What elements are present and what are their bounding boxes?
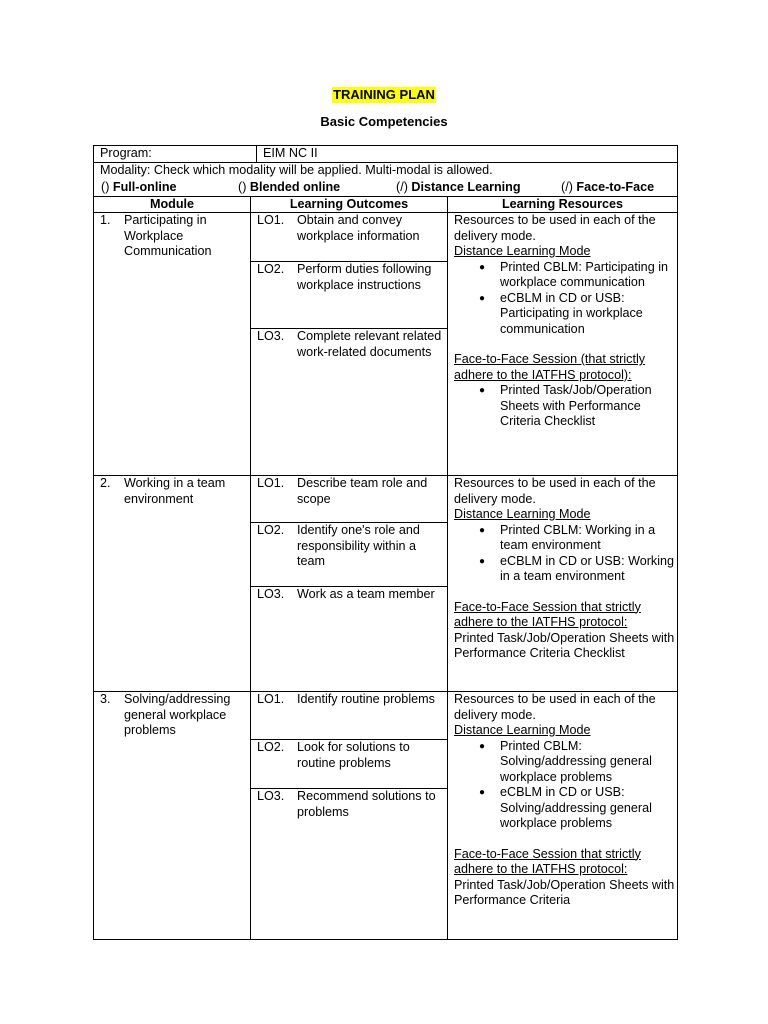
face-to-face-heading: Face-to-Face Session (that strictly adhere to the IATFHS protocol): — [454, 352, 646, 382]
document-subtitle: Basic Competencies — [320, 114, 448, 129]
learning-outcome-text: Recommend solutions to problems — [297, 789, 436, 819]
modality-row — [94, 163, 677, 197]
table-row — [94, 476, 677, 692]
face-to-face-text: Printed Task/Job/Operation Sheets with Performance Criteria — [454, 877, 675, 907]
distance-learning-list — [454, 523, 677, 585]
learning-outcome-code: LO2. — [257, 523, 285, 537]
module-cell — [94, 692, 251, 939]
table-row — [94, 213, 677, 476]
list-item: ● Printed CBLM: Working in a team environment — [454, 523, 677, 554]
face-to-face-list — [454, 383, 677, 430]
learning-outcomes-cell — [251, 213, 448, 475]
distance-learning-heading: Distance Learning Mode — [454, 244, 591, 258]
module-name: Working in a team environment — [124, 476, 226, 506]
learning-outcome-text: Identify one's role and responsibility within a team — [297, 523, 420, 568]
distance-learning-list — [454, 739, 677, 832]
learning-outcome-text: Look for solutions to routine problems — [297, 740, 410, 770]
list-item: ● eCBLM in CD or USB: Solving/addressing general workplace problems — [454, 785, 677, 832]
learning-outcome-text: Obtain and convey workplace information — [297, 213, 420, 243]
resources-intro: Resources to be used in each of the delivery mode. — [454, 692, 656, 722]
face-to-face-heading: Face-to-Face Session that strictly adhere to the IATFHS protocol: — [454, 846, 641, 876]
header-learning-outcomes: Learning Outcomes — [251, 197, 448, 212]
learning-outcome-code: LO3. — [257, 789, 285, 803]
learning-outcome — [251, 789, 447, 939]
program-row — [94, 146, 677, 163]
learning-outcomes-cell — [251, 476, 448, 691]
distance-learning-heading: Distance Learning Mode — [454, 507, 591, 521]
document-title: TRAINING PLAN — [333, 87, 435, 102]
learning-outcome-code: LO3. — [257, 587, 285, 601]
table-header-row — [94, 197, 677, 213]
resources-intro: Resources to be used in each of the delivery mode. — [454, 213, 656, 243]
modality-option-full-online: () Full-online — [101, 180, 177, 194]
learning-outcome-code: LO2. — [257, 740, 285, 754]
distance-learning-list — [454, 260, 677, 338]
learning-outcome-code: LO3. — [257, 329, 285, 343]
learning-outcome-code: LO1. — [257, 213, 285, 227]
modality-option-blended-online: () Blended online — [238, 180, 341, 194]
list-item: ● Printed Task/Job/Operation Sheets with Performance Criteria Checklist — [454, 383, 677, 430]
module-name: Participating in Workplace Communication — [124, 213, 212, 258]
face-to-face-heading: Face-to-Face Session that strictly adhere to the IATFHS protocol: — [454, 599, 641, 629]
module-number: 2. — [100, 476, 111, 490]
learning-outcome — [251, 587, 447, 691]
list-item: ● eCBLM in CD or USB: Participating in workplace communication — [454, 291, 677, 338]
list-item: ● Printed CBLM: Participating in workplace communication — [454, 260, 677, 291]
learning-outcome-text: Identify routine problems — [297, 692, 435, 706]
learning-outcome — [251, 740, 447, 789]
learning-outcome — [251, 523, 447, 587]
module-number: 3. — [100, 692, 111, 706]
table-row — [94, 692, 677, 939]
list-item: ● Printed CBLM: Solving/addressing general workplace problems — [454, 739, 677, 786]
module-cell — [94, 476, 251, 691]
learning-outcome-text: Perform duties following workplace instructions — [297, 262, 432, 292]
module-name: Solving/addressing general workplace problems — [124, 692, 231, 737]
learning-outcome — [251, 213, 447, 262]
learning-outcome-code: LO1. — [257, 476, 285, 490]
resources-intro: Resources to be used in each of the delivery mode. — [454, 476, 656, 506]
program-label: Program: — [94, 146, 257, 162]
learning-outcome-text: Describe team role and scope — [297, 476, 428, 506]
module-number: 1. — [100, 213, 111, 227]
modules-body — [94, 213, 677, 939]
learning-outcome — [251, 692, 447, 740]
program-value: EIM NC II — [263, 146, 318, 160]
modality-note: Modality: Check which modality will be applied. Multi-modal is allowed. — [100, 163, 493, 177]
learning-resources-cell — [448, 213, 677, 475]
list-item: ● eCBLM in CD or USB: Working in a team environment — [454, 554, 677, 585]
learning-outcome — [251, 476, 447, 523]
learning-outcome-code: LO2. — [257, 262, 285, 276]
learning-outcomes-cell — [251, 692, 448, 939]
learning-outcome — [251, 329, 447, 475]
modality-option-distance-learning: (/) Distance Learning — [396, 180, 521, 194]
learning-resources-cell — [448, 692, 677, 939]
module-cell — [94, 213, 251, 475]
header-learning-resources: Learning Resources — [501, 197, 624, 211]
training-plan-table — [93, 145, 678, 940]
distance-learning-heading: Distance Learning Mode — [454, 723, 591, 737]
face-to-face-text: Printed Task/Job/Operation Sheets with Performance Criteria Checklist — [454, 630, 675, 660]
learning-outcome-text: Complete relevant related work-related documents — [297, 329, 442, 359]
learning-outcome — [251, 262, 447, 329]
modality-option-face-to-face: (/) Face-to-Face — [561, 180, 655, 194]
learning-outcome-text: Work as a team member — [297, 587, 435, 601]
header-module: Module — [94, 197, 251, 212]
learning-resources-cell — [448, 476, 677, 691]
learning-outcome-code: LO1. — [257, 692, 285, 706]
